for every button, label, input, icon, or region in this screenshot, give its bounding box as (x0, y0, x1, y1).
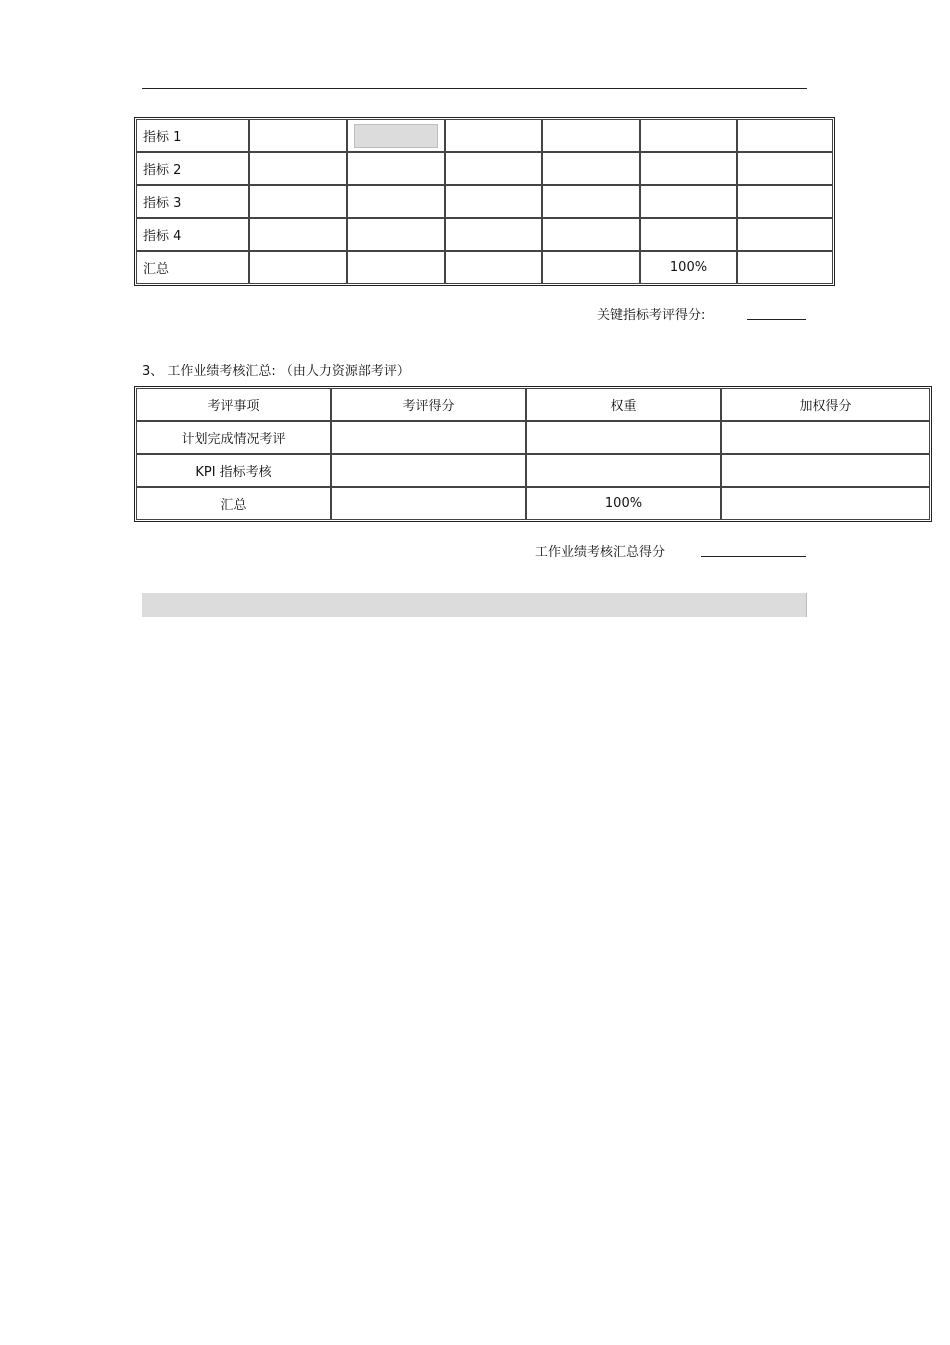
table-row (136, 185, 833, 218)
table-cell[interactable] (347, 218, 445, 251)
column-header-weighted-score: 加权得分 (721, 388, 930, 421)
highlight-box (354, 124, 438, 148)
table-cell[interactable] (249, 218, 347, 251)
table-cell[interactable] (526, 421, 721, 454)
table-cell[interactable] (721, 487, 930, 520)
table-cell[interactable] (737, 185, 833, 218)
performance-score-blank[interactable] (701, 556, 806, 557)
section-header-bar (142, 593, 807, 617)
column-header-score: 考评得分 (331, 388, 526, 421)
column-header-item: 考评事项 (136, 388, 331, 421)
table-row-total (136, 251, 833, 284)
table-cell[interactable] (526, 454, 721, 487)
table-cell[interactable] (542, 185, 640, 218)
table-cell[interactable] (445, 119, 542, 152)
row-label-total: 汇总 (136, 487, 331, 520)
weight-total-cell: 100% (526, 487, 721, 520)
table-cell[interactable] (721, 421, 930, 454)
table-cell[interactable] (737, 152, 833, 185)
table-cell[interactable] (737, 119, 833, 152)
row-label-plan-completion: 计划完成情况考评 (136, 421, 331, 454)
table-cell[interactable] (347, 185, 445, 218)
performance-summary-table (134, 386, 932, 522)
table-cell[interactable] (640, 218, 737, 251)
row-label-kpi-assessment: KPI 指标考核 (136, 454, 331, 487)
table-cell[interactable] (347, 251, 445, 284)
table-cell[interactable] (542, 152, 640, 185)
row-label-kpi-2: 指标 2 (136, 152, 249, 185)
row-label-kpi-1: 指标 1 (136, 119, 249, 152)
table-row (136, 119, 833, 152)
table-cell[interactable] (445, 152, 542, 185)
table-cell[interactable] (331, 421, 526, 454)
table-cell[interactable] (331, 454, 526, 487)
table-cell[interactable] (542, 218, 640, 251)
row-label-kpi-3: 指标 3 (136, 185, 249, 218)
table-cell[interactable] (445, 251, 542, 284)
table-cell[interactable] (331, 487, 526, 520)
table-cell[interactable] (249, 185, 347, 218)
table-cell[interactable] (640, 119, 737, 152)
kpi-table (134, 117, 835, 286)
table-cell[interactable] (737, 218, 833, 251)
table-cell[interactable] (721, 454, 930, 487)
table-row (136, 421, 930, 454)
table-cell[interactable] (640, 152, 737, 185)
table-row-total (136, 487, 930, 520)
table-row (136, 152, 833, 185)
header-rule (142, 88, 807, 89)
table-cell[interactable] (249, 119, 347, 152)
table-cell[interactable] (249, 251, 347, 284)
table-cell[interactable] (445, 185, 542, 218)
row-label-total: 汇总 (136, 251, 249, 284)
weight-total-cell: 100% (640, 251, 737, 284)
kpi-score-label: 关键指标考评得分: (597, 308, 706, 323)
table-cell[interactable] (737, 251, 833, 284)
highlighted-cell[interactable] (347, 119, 445, 152)
column-header-weight: 权重 (526, 388, 721, 421)
kpi-score-blank[interactable] (747, 319, 806, 320)
table-row (136, 218, 833, 251)
table-row (136, 454, 930, 487)
table-cell[interactable] (640, 185, 737, 218)
table-cell[interactable] (249, 152, 347, 185)
section-title: 3、 工作业绩考核汇总: （由人力资源部考评） (142, 364, 410, 379)
table-cell[interactable] (445, 218, 542, 251)
row-label-kpi-4: 指标 4 (136, 218, 249, 251)
table-cell[interactable] (542, 251, 640, 284)
table-cell[interactable] (542, 119, 640, 152)
performance-score-label: 工作业绩考核汇总得分 (535, 545, 666, 560)
table-cell[interactable] (347, 152, 445, 185)
table-header-row (136, 388, 930, 421)
